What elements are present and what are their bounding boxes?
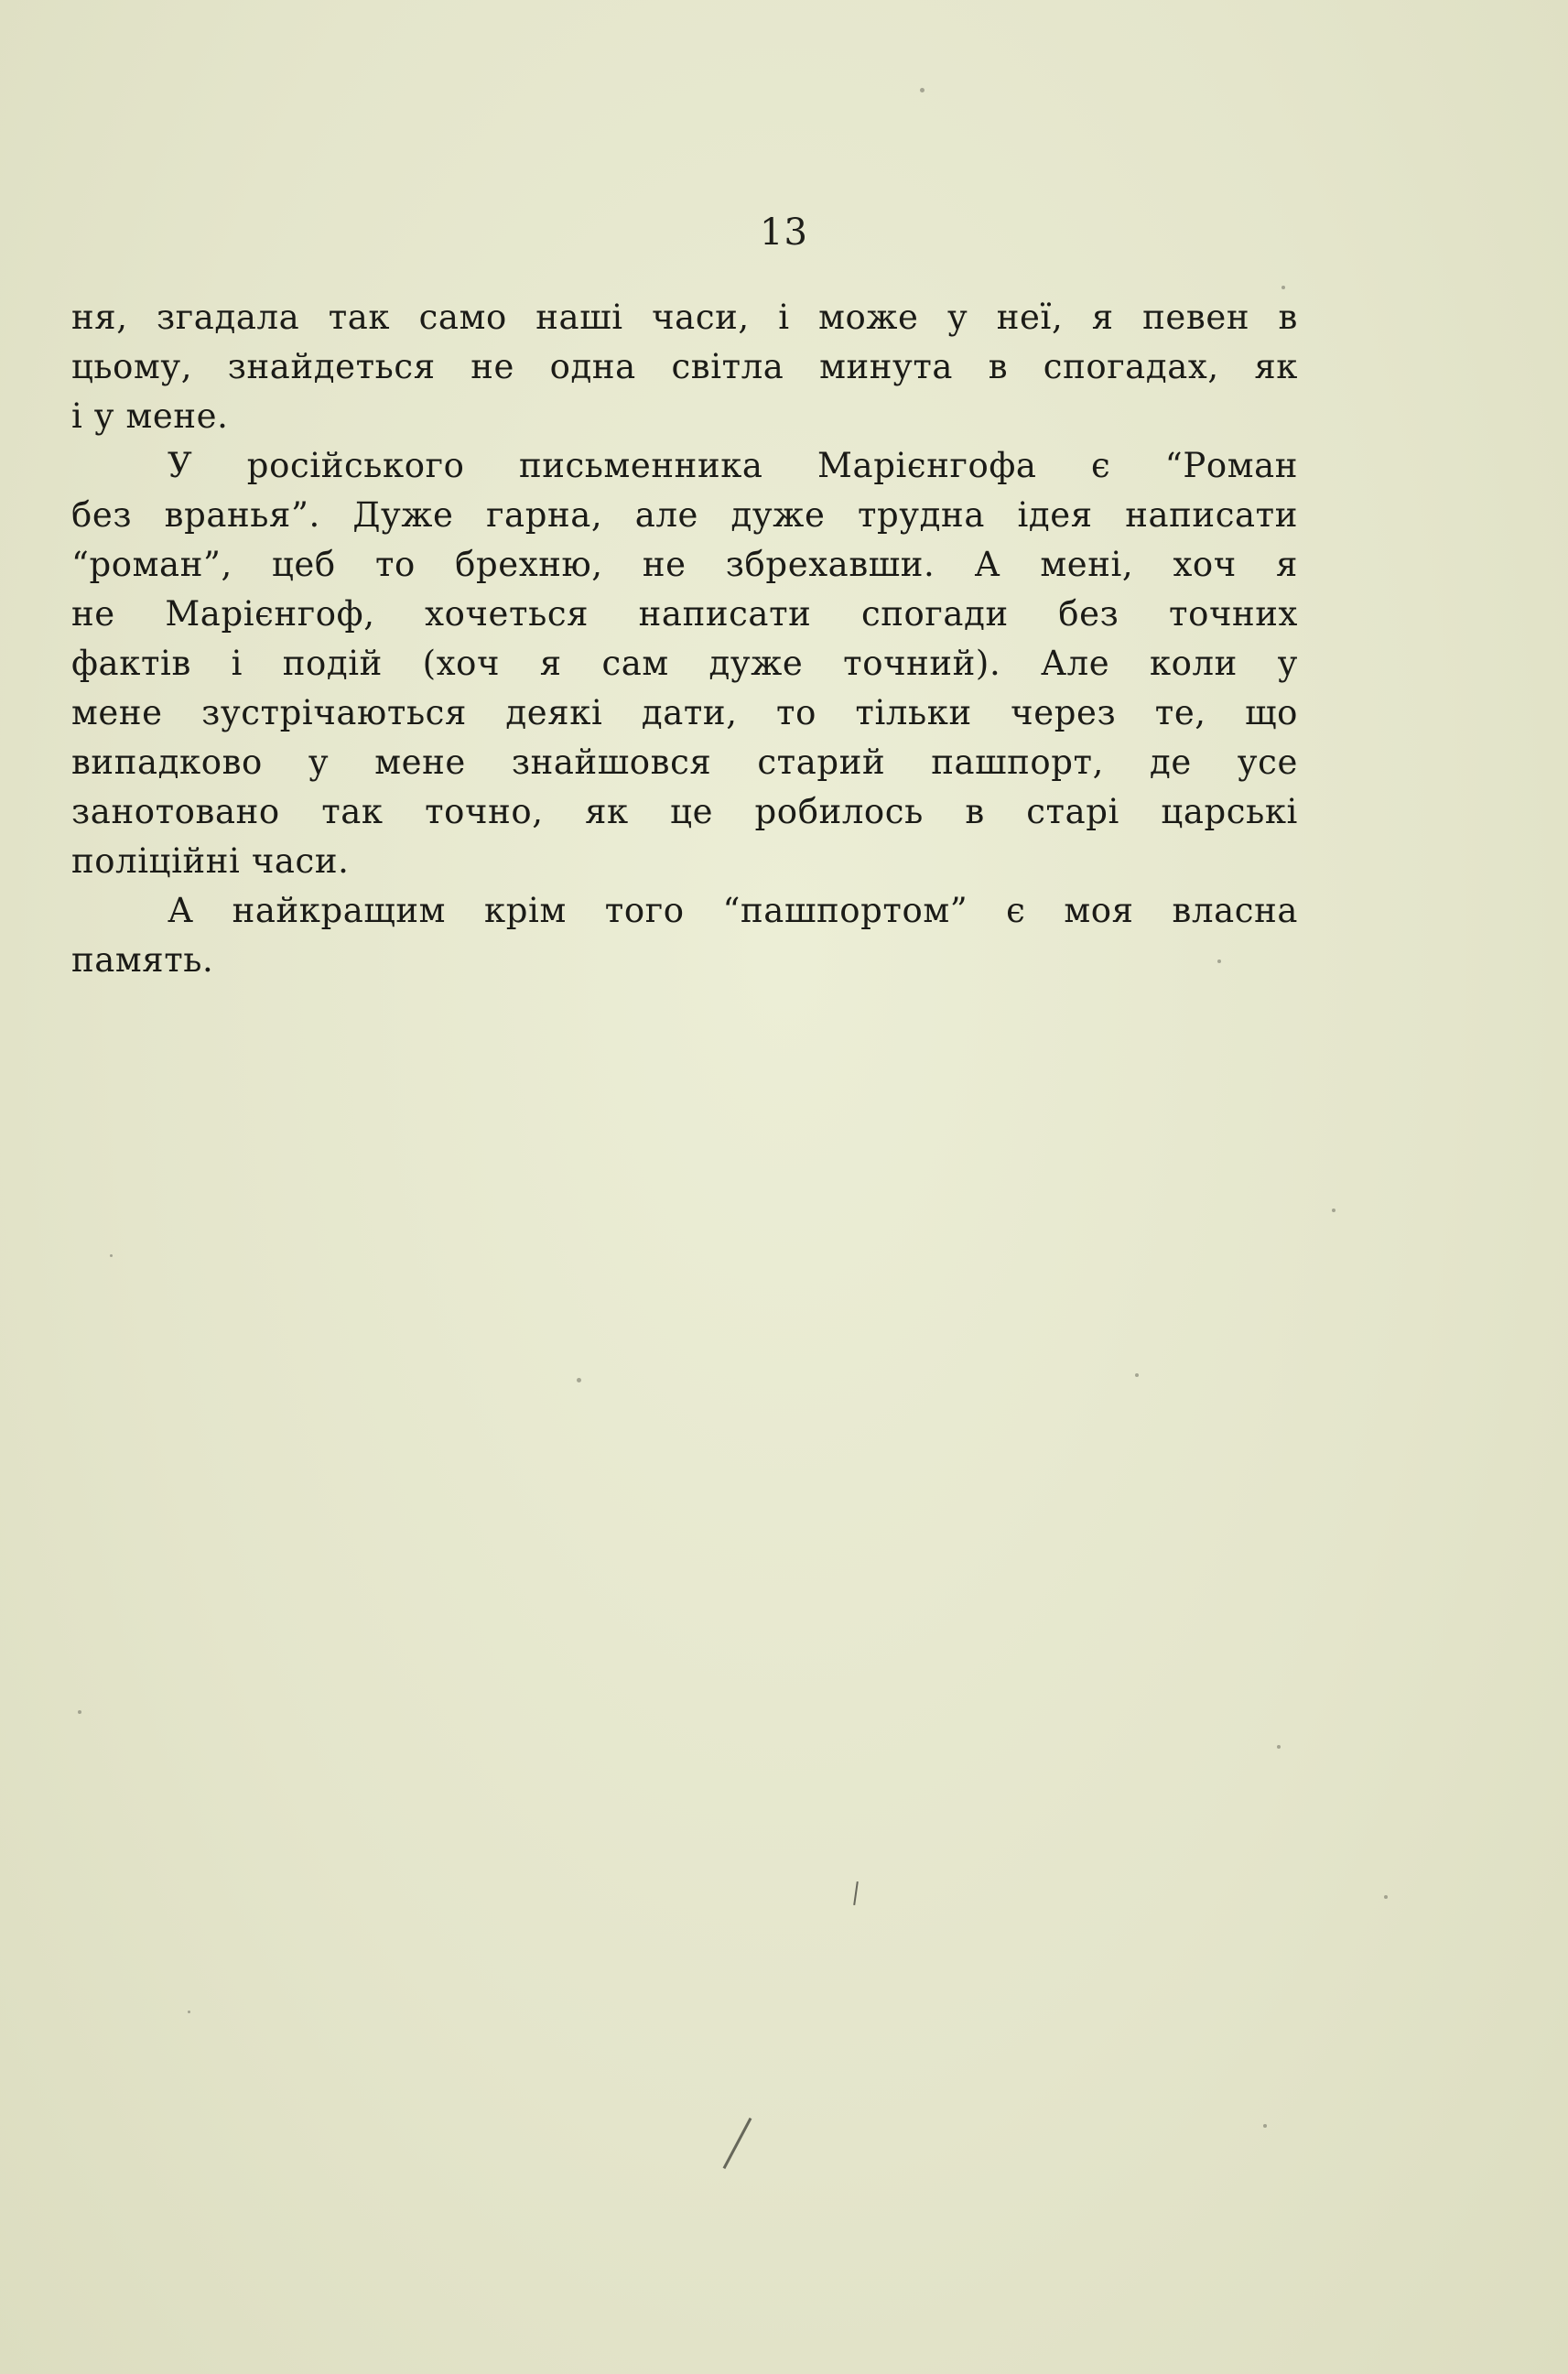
scan-speck [1384, 1895, 1388, 1899]
text-line: У російського письменника Марієнгофа є “Роман [168, 446, 1298, 485]
text-line: ня, згадала так само наші часи, і може у неї, я певен в [71, 298, 1298, 337]
text-line: А найкращим крім того “пашпортом” є моя власна [168, 891, 1298, 930]
scan-speck [78, 1710, 81, 1714]
scan-speck [1217, 959, 1221, 963]
text-line: без вранья”. Дуже гарна, але дуже трудна ідея написати [71, 495, 1298, 535]
body-text [71, 293, 1298, 985]
scan-speck [1263, 2124, 1267, 2128]
text-line: память. [71, 940, 214, 980]
text-line: не Марієнгоф, хочеться написати спогади без точних [71, 594, 1298, 634]
text-line: фактів і подій (хоч я сам дуже точний). Але коли у [71, 644, 1298, 683]
text-line: цьому, знайдеться не одна світла минута в спогадах, як [71, 347, 1298, 386]
page-number: 13 [760, 211, 808, 254]
scan-speck [188, 2011, 190, 2013]
scan-scratch [723, 2118, 752, 2169]
scan-speck [1135, 1373, 1139, 1377]
text-line: і у мене. [71, 396, 229, 436]
scan-speck [577, 1378, 581, 1382]
scan-speck [1281, 286, 1285, 289]
text-line: “роман”, цеб то брехню, не збрехавши. А мені, хоч я [71, 545, 1298, 584]
text-line: поліційні часи. [71, 841, 350, 881]
text-line: занотовано так точно, як це робилось в старі царські [71, 792, 1298, 831]
text-line: випадково у мене знайшовся старий пашпорт, де усе [71, 743, 1298, 782]
scan-speck [110, 1254, 113, 1257]
text-line: мене зустрічаються деякі дати, то тільки через те, що [71, 693, 1298, 732]
scan-scratch [853, 1881, 859, 1905]
scan-speck [920, 88, 925, 92]
scan-speck [1277, 1745, 1281, 1749]
scan-speck [1332, 1209, 1336, 1212]
